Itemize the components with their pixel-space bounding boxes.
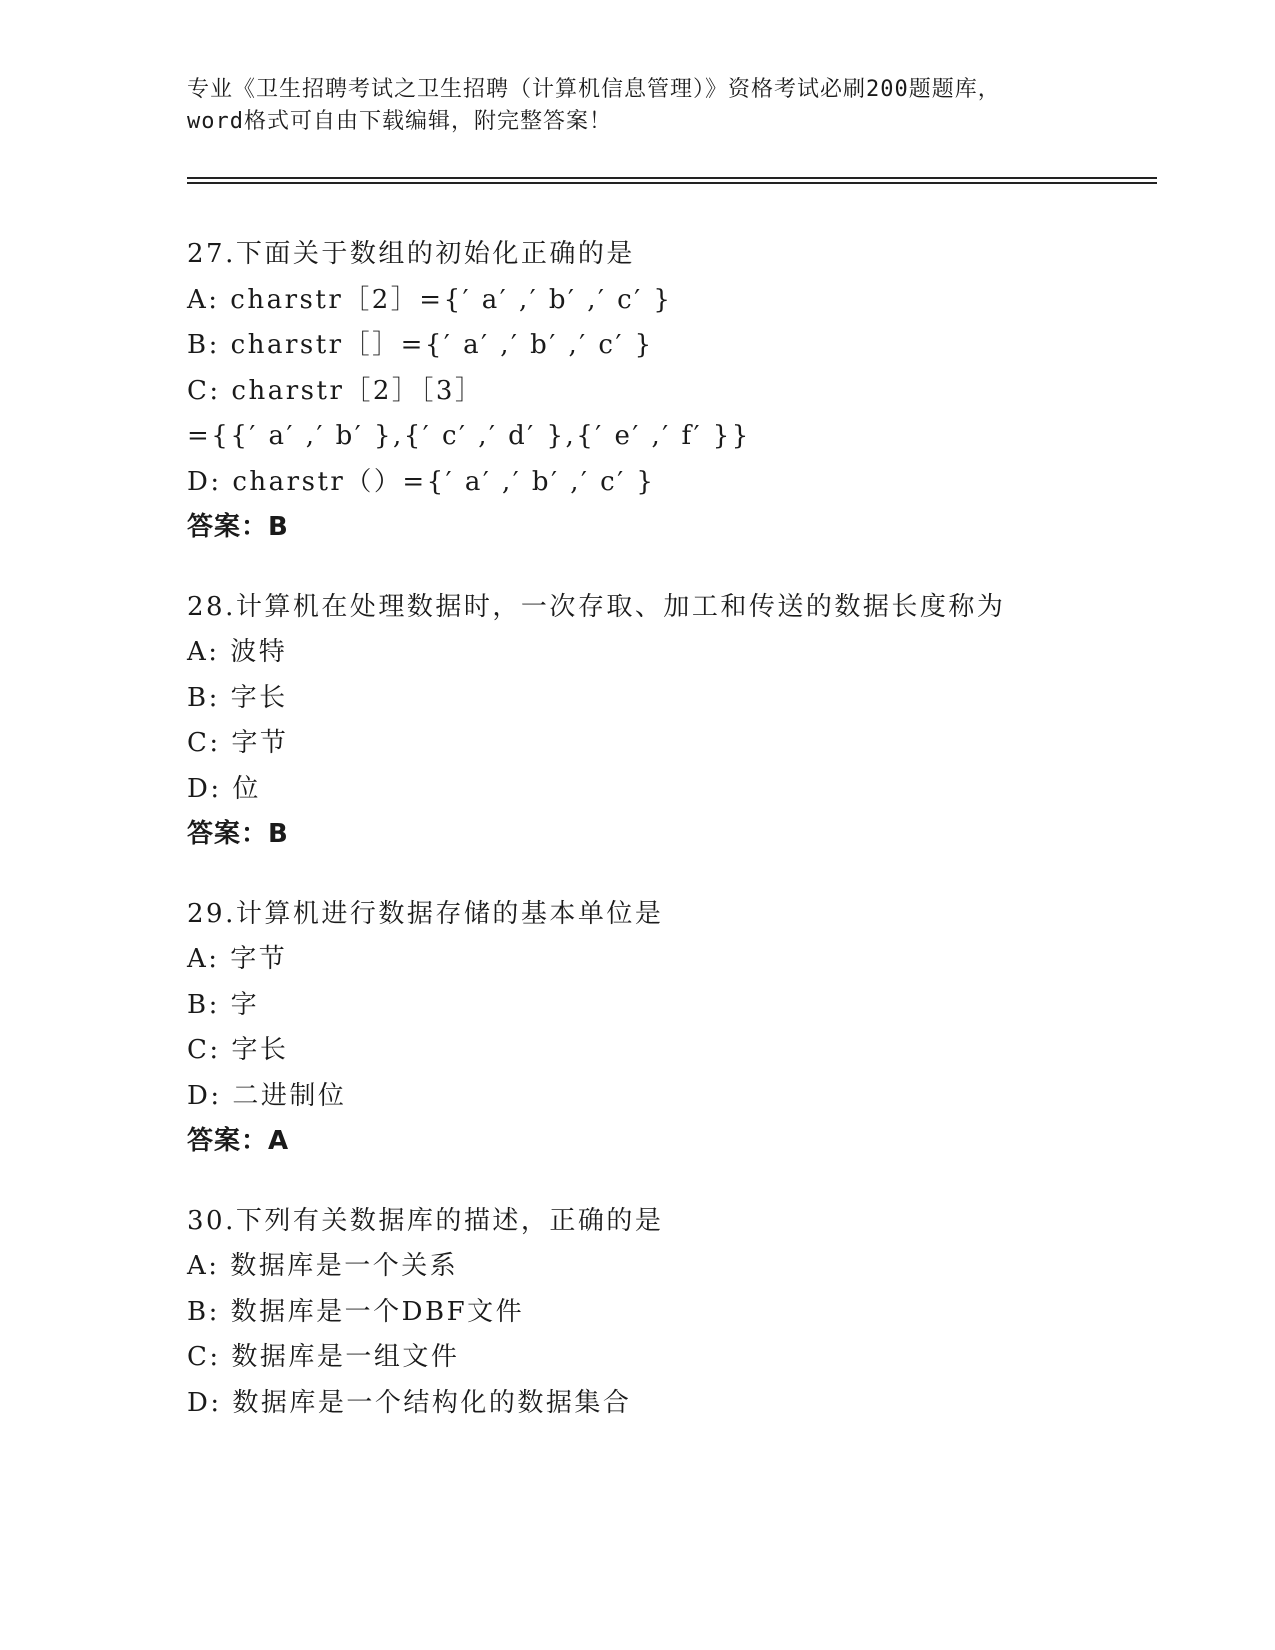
question-stem: 28.计算机在处理数据时，一次存取、加工和传送的数据长度称为: [187, 591, 1006, 622]
option-b: B: 字: [187, 989, 260, 1020]
question-28: [187, 585, 1157, 858]
option-b: B: 数据库是一个DBF文件: [187, 1296, 525, 1327]
header-line-1: 专业《卫生招聘考试之卫生招聘（计算机信息管理）》资格考试必刷200题题库，: [187, 77, 1001, 102]
question-list: [187, 232, 1157, 1460]
question-30: [187, 1199, 1157, 1427]
option-c: C: 字长: [187, 1035, 289, 1065]
option-a: A: 数据库是一个关系: [187, 1251, 459, 1281]
answer-label: 答案：A: [187, 1126, 290, 1156]
option-d: D: charstr（）={′ a′ ,′ b′ ,′ c′ }: [187, 466, 656, 497]
option-a: A: 字节: [187, 944, 288, 974]
option-c: C: charstr［2］［3］: [187, 375, 484, 406]
header-line-2: word格式可自由下载编辑，附完整答案！: [187, 109, 612, 134]
question-29: [187, 892, 1157, 1165]
option-a: A: charstr［2］={′ a′ ,′ b′ ,′ c′ }: [187, 284, 673, 315]
option-d: D: 位: [187, 773, 261, 804]
option-c: C: 数据库是一组文件: [187, 1342, 460, 1372]
option-b: B: charstr［］={′ a′ ,′ b′ ,′ c′ }: [187, 330, 654, 360]
question-27: [187, 232, 1157, 551]
option-b: B: 字长: [187, 682, 288, 713]
option-c-continued: ={{′ a′ ,′ b′ },{′ c′ ,′ d′ },{′ e′ ,′ f′ }}: [187, 421, 751, 451]
question-stem: 27.下面关于数组的初始化正确的是: [187, 239, 635, 269]
option-d: D: 数据库是一个结构化的数据集合: [187, 1387, 632, 1418]
answer-label: 答案：B: [187, 512, 289, 542]
document-header: [187, 74, 1107, 138]
answer-label: 答案：B: [187, 819, 289, 849]
question-stem: 29.计算机进行数据存储的基本单位是: [187, 898, 664, 929]
option-a: A: 波特: [187, 637, 288, 667]
header-divider: [187, 177, 1157, 184]
option-d: D: 二进制位: [187, 1080, 347, 1111]
option-c: C: 字节: [187, 728, 289, 758]
question-stem: 30.下列有关数据库的描述，正确的是: [187, 1205, 664, 1236]
